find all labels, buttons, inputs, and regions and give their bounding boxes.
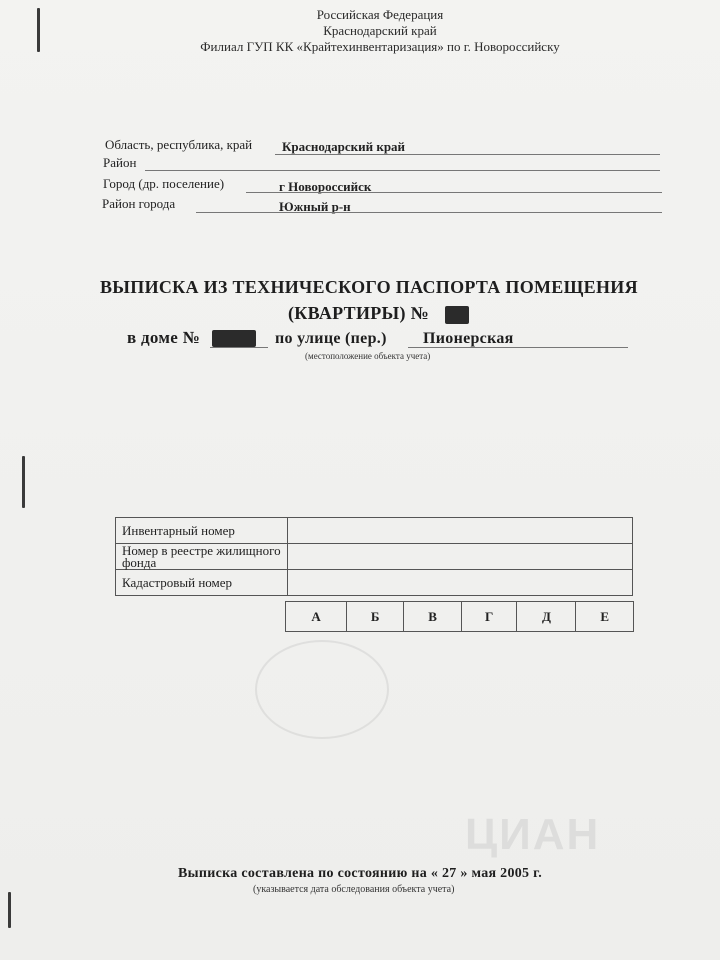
registry-label-housing-fund: Номер в реестре жилищного фонда [116,544,288,570]
field-line-region [275,154,660,155]
field-value-city-district: Южный р-н [279,199,351,214]
field-label-city-district: Район города [102,196,176,211]
registry-label-inventory: Инвентарный номер [116,518,288,544]
field-label-region: Область, республика, край [105,137,253,152]
table-row [116,544,633,570]
letter-cell-e: Е [576,602,634,632]
table-row [116,518,633,544]
house-number-line [210,347,268,348]
field-value-city: г Новороссийск [279,179,372,194]
field-line-city-district [196,212,662,213]
letter-cell-g: Г [461,602,517,632]
street-value: Пионерская [423,330,514,347]
faint-stamp-impression [255,640,389,739]
registry-value-housing-fund [288,544,633,570]
header-country: Российская Федерация [316,7,444,22]
field-line-district [145,170,660,171]
header-organization: Филиал ГУП КК «Крайтехинвентаризация» по г. Новороссийску [200,39,560,54]
field-value-region: Краснодарский край [282,139,406,154]
location-caption: (местоположение объекта учета) [305,351,431,361]
house-number-prefix: в доме № [127,328,201,347]
footer-caption: (указывается дата обследования объекта учета) [253,884,455,895]
registry-value-inventory [288,518,633,544]
registry-label-cadastral: Кадастровый номер [116,570,288,596]
table-row [286,602,634,632]
document-title-line2: (КВАРТИРЫ) № [288,303,429,323]
document-title-line1: ВЫПИСКА ИЗ ТЕХНИЧЕСКОГО ПАСПОРТА ПОМЕЩЕНИЯ [100,277,638,297]
registry-table [115,517,633,596]
staple-bottom [8,892,11,928]
registry-value-cadastral [288,570,633,596]
watermark-text: ЦИАН [465,810,601,859]
redacted-apartment-number [445,306,469,324]
letter-cell-b: Б [347,602,404,632]
table-row [116,570,633,596]
field-label-district: Район [103,155,137,170]
letter-cell-v: В [404,602,462,632]
staple-middle [22,456,25,508]
header-region: Краснодарский край [323,23,437,38]
letters-table [285,601,634,632]
field-line-city [246,192,662,193]
redacted-house-number [212,330,256,347]
letter-cell-d: Д [517,602,576,632]
footer-statement: Выписка составлена по состоянию на « 27 » мая 2005 г. [178,866,543,881]
field-label-city: Город (др. поселение) [103,176,225,191]
letter-cell-a: А [286,602,347,632]
street-line [408,347,628,348]
street-prefix: по улице (пер.) [275,330,387,347]
